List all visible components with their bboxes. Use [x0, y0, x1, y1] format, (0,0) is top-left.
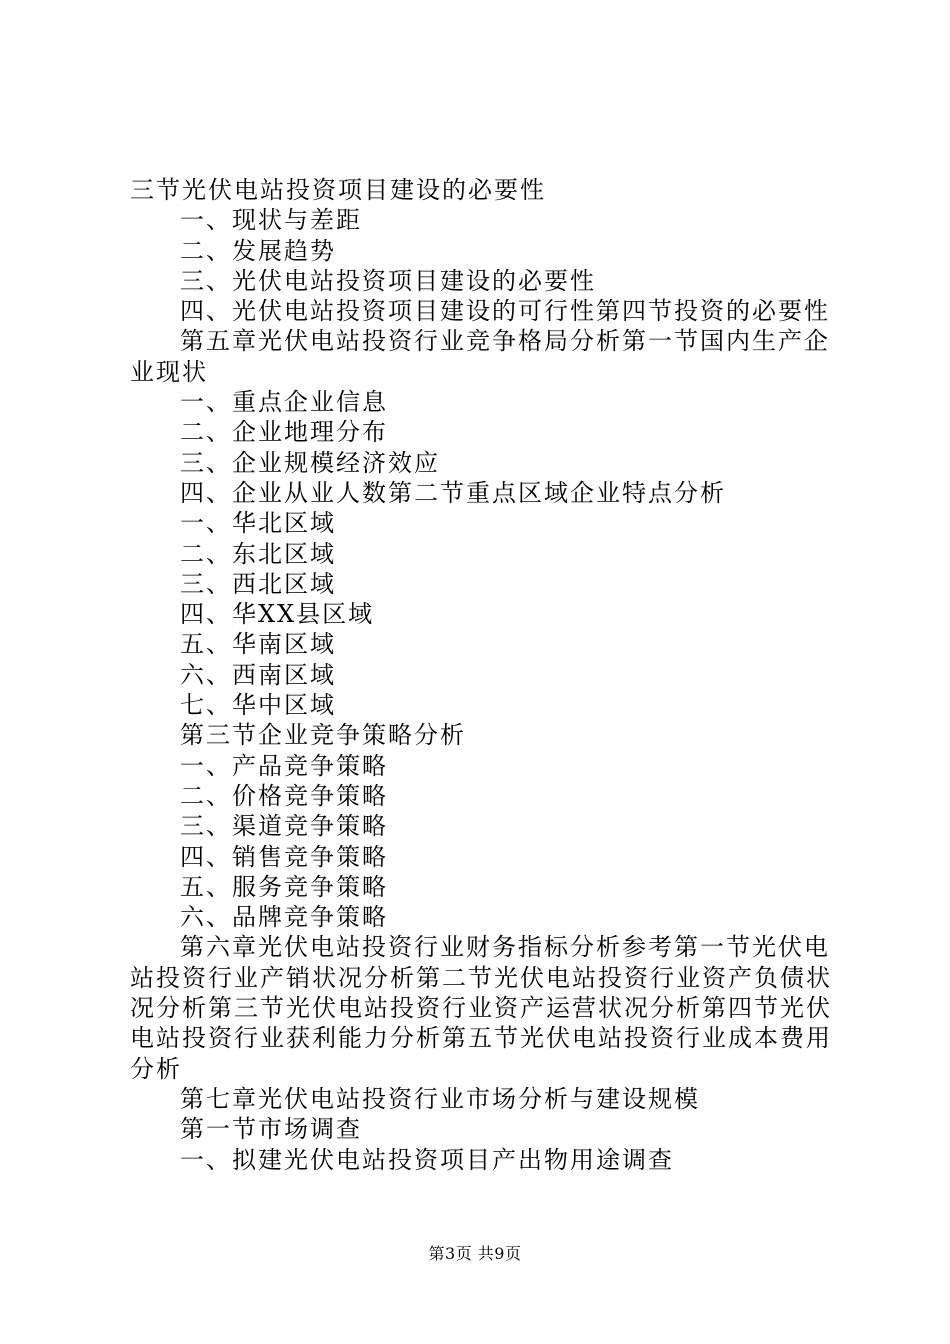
text-line: 四、企业从业人数第二节重点区域企业特点分析	[180, 478, 726, 507]
text-line: 一、重点企业信息	[180, 388, 388, 417]
text-line: 七、华中区域	[180, 691, 336, 720]
text-line: 第三节企业竞争策略分析	[180, 721, 466, 750]
text-line: 三节光伏电站投资项目建设的必要性	[130, 176, 546, 204]
text-line: 一、现状与差距	[180, 206, 362, 235]
text-line: 业现状	[130, 357, 208, 386]
text-line: 六、西南区域	[180, 660, 336, 689]
text-line: 二、企业地理分布	[180, 418, 388, 447]
text-line: 站投资行业产销状况分析第二节光伏电站投资行业资产负债状	[130, 963, 832, 992]
text-line: 四、光伏电站投资项目建设的可行性第四节投资的必要性	[180, 297, 830, 326]
text-line: 第五章光伏电站投资行业竞争格局分析第一节国内生产企	[180, 327, 830, 356]
text-line: 三、西北区域	[180, 569, 336, 598]
text-line: 三、企业规模经济效应	[180, 448, 440, 477]
text-line: 五、华南区域	[180, 630, 336, 659]
document-body	[130, 175, 835, 1175]
page-footer: 第3页 共9页	[428, 1244, 522, 1263]
text-line: 况分析第三节光伏电站投资行业资产运营状况分析第四节光伏	[130, 994, 832, 1023]
text-line: 四、销售竞争策略	[180, 842, 388, 871]
text-line: 分析	[130, 1054, 182, 1083]
text-line: 一、产品竞争策略	[180, 751, 388, 780]
text-line: 第六章光伏电站投资行业财务指标分析参考第一节光伏电	[180, 933, 830, 962]
text-line: 四、华XX县区域	[180, 600, 375, 629]
text-line: 二、东北区域	[180, 539, 336, 568]
text-line: 一、拟建光伏电站投资项目产出物用途调查	[180, 1145, 674, 1174]
text-line: 三、渠道竞争策略	[180, 812, 388, 841]
text-line: 三、光伏电站投资项目建设的必要性	[180, 266, 596, 295]
text-line: 第一节市场调查	[180, 1115, 362, 1144]
text-line: 一、华北区域	[180, 509, 336, 538]
text-line: 五、服务竞争策略	[180, 872, 388, 901]
text-line: 二、价格竞争策略	[180, 781, 388, 810]
text-line: 六、品牌竞争策略	[180, 903, 388, 932]
text-line: 电站投资行业获利能力分析第五节光伏电站投资行业成本费用	[130, 1024, 832, 1053]
text-line: 第七章光伏电站投资行业市场分析与建设规模	[180, 1084, 700, 1113]
text-line: 二、发展趋势	[180, 236, 336, 265]
